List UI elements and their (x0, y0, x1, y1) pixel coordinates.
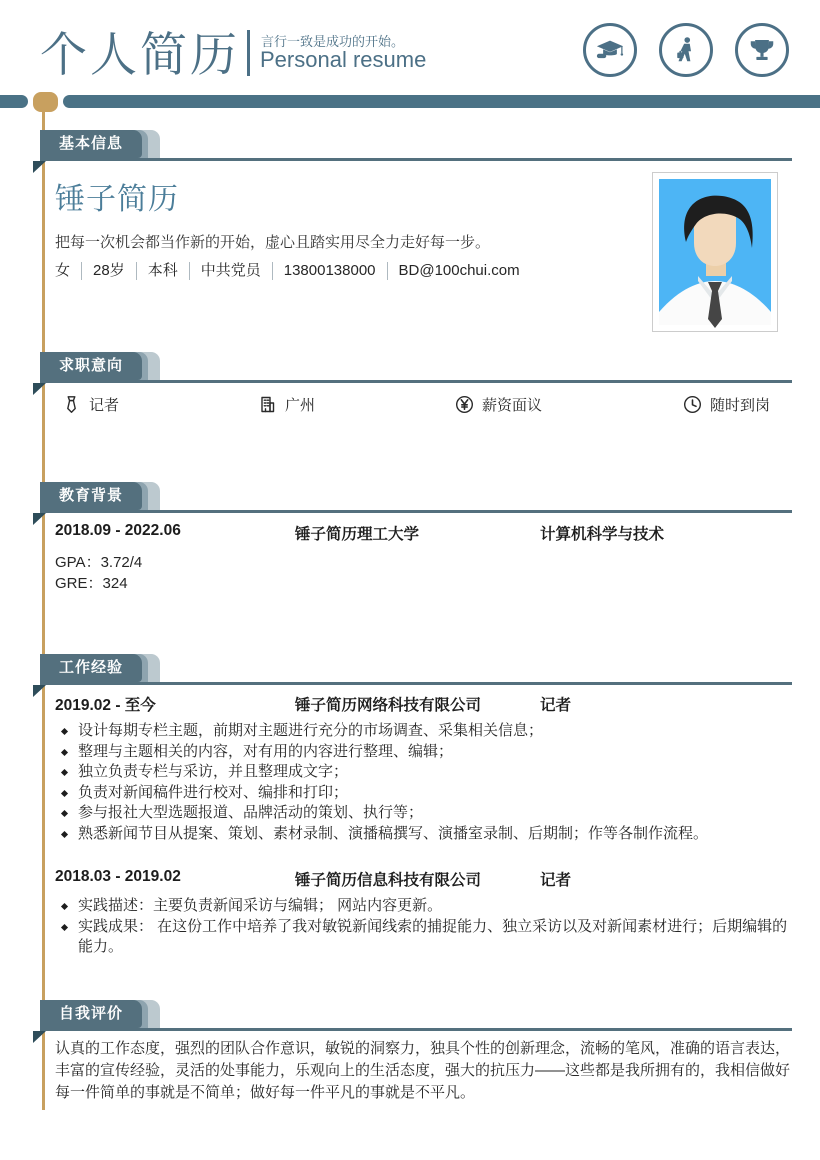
section-header-work (0, 654, 820, 698)
job-bullet-list (55, 896, 795, 958)
header-slogan: 言行一致是成功的开始。 (261, 34, 405, 49)
intent-city (258, 394, 315, 415)
self-evaluation-text: 认真的工作态度，强烈的团队合作意识，敏锐的洞察力，独具个性的创新理念，流畅的笔风，准确的语言表达，丰富的宣传经验，灵活的处事能力，乐观向上的生活态度，强大的抗压力——这些都是我所拥有的，我相信做好每一件简单的事就是不简单；做好每一件平凡的事就是不平凡。 (55, 1040, 791, 1101)
job-bullet: 负责对新闻稿件进行校对、编排和打印； (55, 783, 795, 804)
gold-spine-line (42, 108, 45, 1110)
ribbon-label: 工作经验 (40, 654, 142, 682)
education-major: 计算机科学与技术 (540, 526, 665, 543)
job-bullet-list (55, 721, 795, 845)
ribbon-underline (40, 1028, 792, 1031)
job-row (55, 868, 795, 889)
intent-label: 薪资面议 (482, 397, 543, 414)
ribbon-fold (33, 1031, 46, 1043)
ribbon-underline (40, 158, 792, 161)
building-icon (258, 395, 277, 414)
education-period: 2018.09 - 2022.06 (55, 522, 181, 539)
intent-label: 记者 (89, 397, 120, 414)
ribbon-label: 教育背景 (40, 482, 142, 510)
job-bullet: 参与报社大型选题报道、品牌活动的策划、执行等； (55, 803, 795, 824)
salary-icon (455, 395, 474, 414)
graduation-cap-icon (583, 23, 637, 77)
basic-details-row (55, 262, 520, 280)
personal-motto: 把每一次机会都当作新的开始，虚心且踏实用尽全力走好每一步。 (55, 234, 491, 251)
job-row (55, 693, 795, 714)
job-role: 记者 (540, 872, 572, 889)
deco-bar-right (63, 95, 820, 108)
deco-bar-left (0, 95, 28, 108)
education-gre: GRE：324 (55, 575, 128, 592)
section-header-basic (0, 130, 820, 174)
page-title: 个人简历 (40, 28, 240, 81)
job-company: 锤子简历网络科技有限公司 (295, 697, 482, 714)
detail-phone: 13800138000 (272, 262, 376, 280)
ribbon-label: 自我评价 (40, 1000, 142, 1028)
job-bullet: 整理与主题相关的内容，对有用的内容进行整理、编辑； (55, 742, 795, 763)
header-subtitle: Personal resume (260, 47, 427, 72)
detail-gender: 女 (55, 262, 71, 279)
ribbon-underline (40, 510, 792, 513)
tie-icon (62, 395, 81, 414)
intent-salary (455, 394, 542, 415)
ribbon-label: 求职意向 (40, 352, 142, 380)
detail-political-status: 中共党员 (189, 262, 261, 280)
ribbon-underline (40, 682, 792, 685)
trophy-icon (735, 23, 789, 77)
job-company: 锤子简历信息科技有限公司 (295, 872, 482, 889)
job-bullet: 设计每期专栏主题，前期对主题进行充分的市场调查、采集相关信息； (55, 721, 795, 742)
ribbon-fold (33, 513, 46, 525)
ribbon-label: 基本信息 (40, 130, 142, 158)
section-header-education (0, 482, 820, 526)
clock-icon (683, 395, 702, 414)
intent-label: 随时到岗 (710, 397, 771, 414)
ribbon-fold (33, 383, 46, 395)
intent-position (62, 394, 119, 415)
education-row (55, 522, 795, 543)
job-bullet: 熟悉新闻节目从提案、策划、素材录制、演播稿撰写、演播室录制、后期制；作等各制作流程。 (55, 824, 795, 845)
job-bullet: 独立负责专栏与采访，并且整理成文字； (55, 762, 795, 783)
header-divider (247, 30, 250, 76)
ribbon-fold (33, 685, 46, 697)
job-role: 记者 (540, 697, 572, 714)
detail-email: BD@100chui.com (387, 262, 520, 280)
id-photo (652, 172, 778, 332)
ribbon-fold (33, 161, 46, 173)
job-bullet: 实践成果： 在这份工作中培养了我对敏锐新闻线索的捕捉能力、独立采访以及对新闻素材进行；后期编辑的能力。 (55, 917, 795, 958)
detail-degree: 本科 (136, 262, 178, 280)
intent-label: 广州 (285, 397, 316, 414)
businessman-icon (659, 23, 713, 77)
section-header-intent (0, 352, 820, 396)
job-period: 2018.03 - 2019.02 (55, 868, 181, 885)
education-school: 锤子简历理工大学 (295, 526, 420, 543)
person-name: 锤子简历 (55, 183, 179, 216)
job-bullet: 实践描述：主要负责新闻采访与编辑； 网站内容更新。 (55, 896, 795, 917)
job-period: 2019.02 - 至今 (55, 697, 156, 714)
education-gpa: GPA：3.72/4 (55, 554, 143, 571)
intent-availability (683, 394, 770, 415)
detail-age: 28岁 (81, 262, 125, 280)
deco-gold-dot (33, 92, 58, 112)
ribbon-underline (40, 380, 792, 383)
